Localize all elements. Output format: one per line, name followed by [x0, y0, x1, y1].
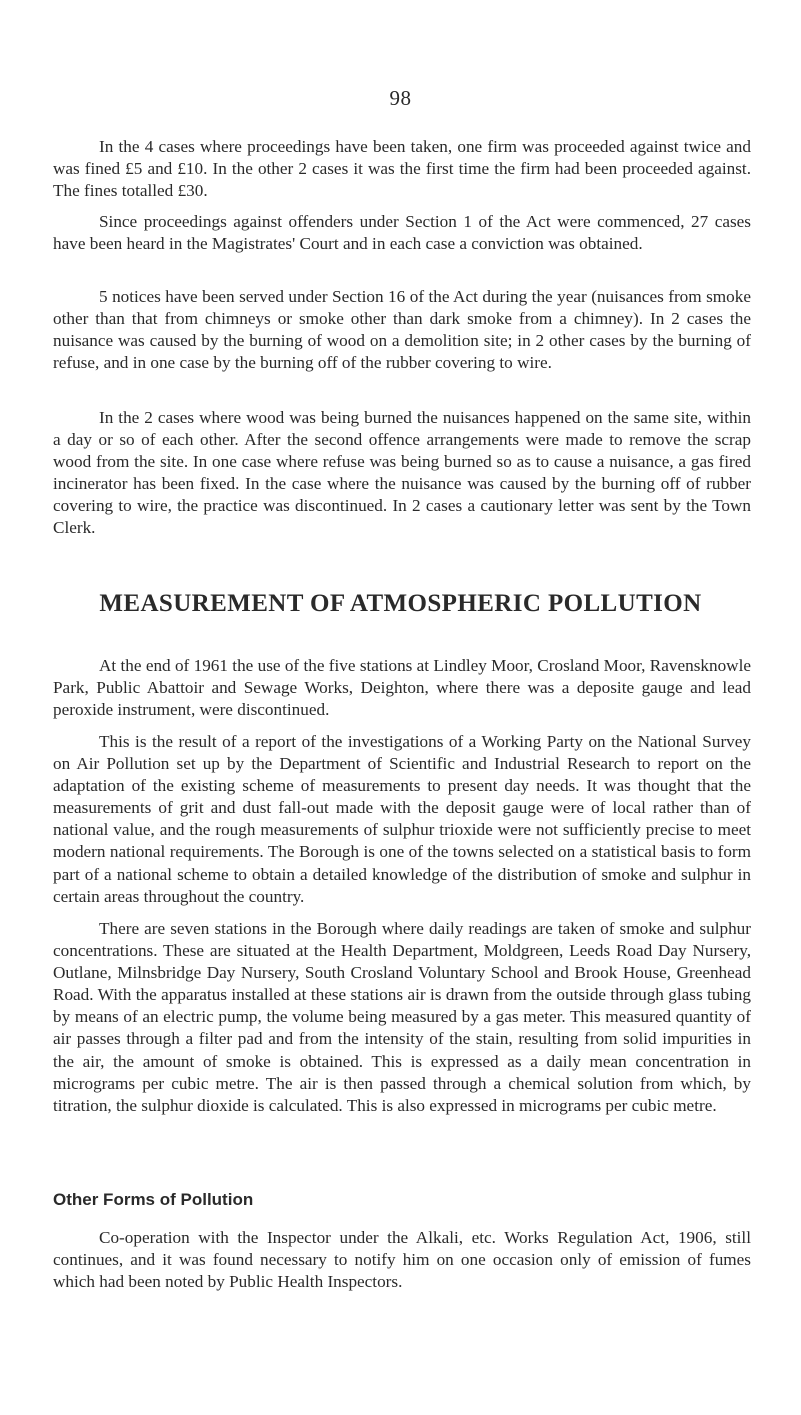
subheading-other-forms: Other Forms of Pollution	[53, 1190, 254, 1209]
paragraph-fines: In the 4 cases where proceedings have been taken, one firm was proceeded against twice and was fined £5 and £10. In the other 2 cases it was the first time the firm had been proceeded against. The fines totalled £30.	[53, 137, 751, 201]
paragraph-working-party: This is the result of a report of the investigations of a Working Party on the National Survey on Air Pollution set up by the Department of Scientific and Industrial Research to report on the adaptation of the existing scheme of measurements to present day needs. It was thought that the measurements of grit and dust fall-out made with the deposit gauge were of local rather than of national value, and the rough measurements of sulphur trioxide were not sufficiently precise to meet modern national requirements. The Borough is one of the towns selected on a statistical basis to form part of a national scheme to obtain a detailed knowledge of the distribution of smoke and sulphur in certain areas throughout the country.	[53, 732, 751, 906]
paragraph-convictions: Since proceedings against offenders under Section 1 of the Act were commenced, 27 cases have been heard in the Magistrates' Court and in each case a conviction was obtained.	[53, 212, 751, 254]
page-number: 98	[389, 86, 412, 110]
paragraph-alkali-act: Co-operation with the Inspector under the Alkali, etc. Works Regulation Act, 1906, still continues, and it was found necessary to notify him on one occasion only of emission of fumes which had been noted by Public Health Inspectors.	[53, 1228, 751, 1292]
paragraph-seven-stations: There are seven stations in the Borough where daily readings are taken of smoke and sulphur concentrations. These are situated at the Health Department, Moldgreen, Leeds Road Day Nursery, Outlane, Milnsbridge Day Nursery, South Crosland Voluntary School and Brook House, Greenhead Road. With the apparatus installed at these stations air is drawn from the outside through glass tubing by means of an electric pump, the volume being measured by a gas meter. This measured quantity of air passes through a filter pad and from the intensity of the stain, resulting from solid impurities in the air, the amount of smoke is obtained. This is expressed as a daily mean concentration in micrograms per cubic metre. The air is then passed through a chemical solution from which, by titration, the sulphur dioxide is calculated. This is also expressed in micrograms per cubic metre.	[53, 919, 751, 1115]
paragraph-stations-discontinued: At the end of 1961 the use of the five stations at Lindley Moor, Crosland Moor, Ravensknowle Park, Public Abattoir and Sewage Works, Deighton, where there was a deposite gauge and lead peroxide instrument, were discontinued.	[53, 656, 751, 720]
paragraph-nuisance-cases: In the 2 cases where wood was being burned the nuisances happened on the same site, within a day or so of each other. After the second offence arrangements were made to remove the scrap wood from the site. In one case where refuse was being burned so as to cause a nuisance, a gas fired incinerator has been fixed. In the case where the nuisance was caused by the burning off of rubber covering to wire, the practice was discontinued. In 2 cases a cautionary letter was sent by the Town Clerk.	[53, 408, 751, 538]
paragraph-notices: 5 notices have been served under Section 16 of the Act during the year (nuisances from smoke other than that from chimneys or smoke other than dark smoke from a chimney). In 2 cases the nuisance was caused by the burning of wood on a demolition site; in 2 other cases by the burning of refuse, and in one case by the burning off of the rubber covering to wire.	[53, 287, 751, 373]
section-heading-atmospheric-pollution: MEASUREMENT OF ATMOSPHERIC POLLUTION	[99, 590, 702, 617]
